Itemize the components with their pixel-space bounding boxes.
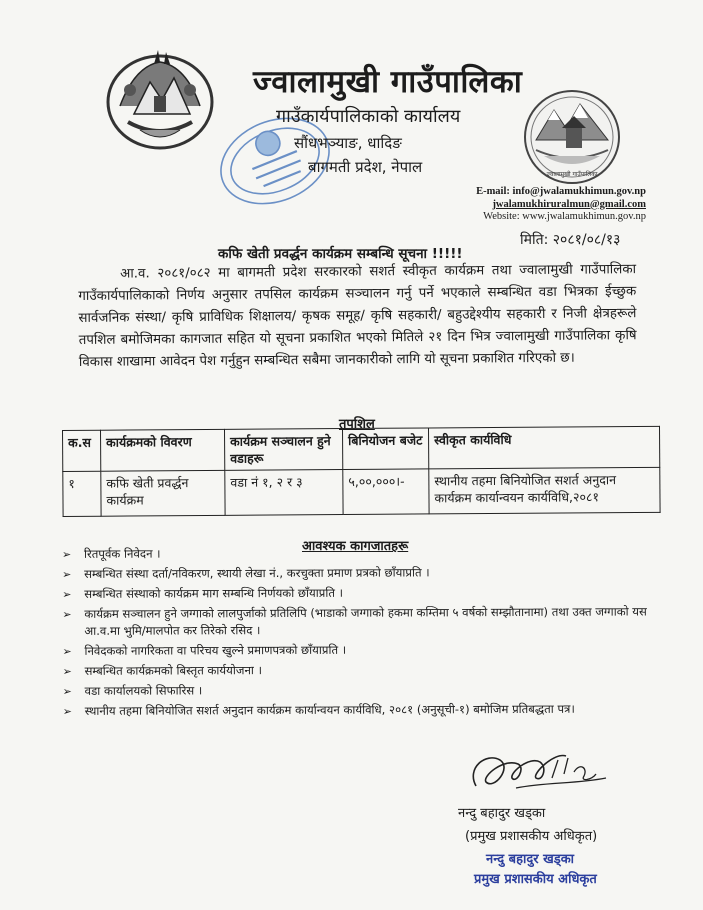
table-title: तपशिल	[339, 417, 375, 432]
bullet-arrow-icon: ➢	[62, 704, 72, 718]
cell-wards: वडा नं १, २ र ३	[225, 470, 343, 516]
website-text: Website: www.jwalamukhimun.gov.np	[483, 211, 646, 222]
gmail-text: jwalamukhiruralmun@gmail.com	[492, 198, 646, 210]
municipality-name: ज्वालामुखी गाउँपालिका	[253, 64, 523, 100]
office-address: सौंधभञ्याङ, धादिङ	[294, 134, 402, 152]
bullet-arrow-icon: ➢	[62, 567, 72, 581]
bullet-arrow-icon: ➢	[62, 587, 72, 601]
table-row	[63, 467, 660, 516]
list-item: ➢ वडा कार्यालयको सिफारिस ।	[62, 683, 203, 698]
list-item: ➢ निवेदकको नागरिकता वा परिचय खुल्ने प्रमाणपत्रको छाँयाप्रति ।	[62, 642, 347, 658]
signatory-stamp-name: नन्दु बहादुर खड्का	[486, 852, 575, 867]
bullet-arrow-icon: ➢	[62, 644, 72, 658]
bullet-arrow-icon: ➢	[62, 607, 72, 621]
notice-heading: कफि खेती प्रवर्द्धन कार्यक्रम सम्बन्धि सूचना !!!!!	[218, 246, 463, 262]
cell-description: कफि खेती प्रवर्द्धन कार्यक्रम	[101, 470, 225, 516]
bullet-arrow-icon: ➢	[62, 684, 72, 698]
header-procedure: स्वीकृत कार्यविधि	[428, 426, 659, 469]
list-item: ➢ सम्बन्धित संस्था दर्ता/नविकरण, स्थायी लेखा नं., करचुक्ता प्रमाण प्रत्रको छाँयाप्रति ।	[62, 565, 430, 581]
header-budget: बिनियोजन बजेट	[342, 428, 428, 470]
office-name: गाउँकार्यपालिकाको कार्यालय	[276, 106, 461, 127]
list-item: ➢ रितपूर्वक निवेदन ।	[62, 546, 161, 561]
program-table	[62, 426, 661, 517]
list-item: ➢ स्थानीय तहमा बिनियोजित सशर्त अनुदान कार्यक्रम कार्यान्वयन कार्यविधि, २०८१ (अनुसूची-१) बमोजिम प्रतिबद्धता पत्र।	[62, 701, 575, 718]
list-item: ➢ सम्बन्धित संस्थाको कार्यक्रम माग सम्बन्धि निर्णयको छाँयाप्रति ।	[62, 585, 344, 601]
office-province: बागमती प्रदेश, नेपाल	[308, 158, 423, 176]
handwritten-signature-icon	[456, 738, 624, 808]
signatory-title: (प्रमुख प्रशासकीय अधिकृत)	[465, 829, 598, 844]
signatory-stamp-title: प्रमुख प्रशासकीय अधिकृत	[474, 872, 597, 887]
header-description: कार्यक्रमको विवरण	[101, 429, 225, 471]
bullet-arrow-icon: ➢	[62, 547, 72, 561]
documents-title: आवश्यक कागजातहरू	[302, 539, 409, 554]
list-item: ➢ कार्यक्रम सञ्चालन हुने जग्गाको लालपुर्जाको प्रतिलिपि (भाडाको जग्गाको हकमा कम्तिमा ५ वर्षको सम्झौतानामा) तथा उक्त जग्गाको यस आ.व.मा भुमि/मालपोत कर तिरेको रसिद ।	[62, 604, 647, 638]
cell-serial: १	[63, 471, 101, 516]
municipality-logo-icon	[522, 88, 622, 186]
notice-body: आ.व. २०८१/०८२ मा बागमती प्रदेश सरकारको सशर्त स्वीकृत कार्यक्रम तथा ज्वालामुखी गाउँपालिका गाउँकार्यपालिकाको निर्णय अनुसार तपसिल कार्यक्रम सञ्चालन गर्नु पर्ने भएकाले सम्बन्धित वडा भित्रका ईच्छुक सार्वजनिक संस्था/ कृषि प्राविधिक शिक्षालय/ कृषक समूह/ कृषि सहकारी/ बहुउद्देश्यीय सहकारी र निजी क्षेत्रहरूले तपशिल बमोजिमका कागजात सहित यो सूचना प्रकाशित भएको मितिले २१ दिन भित्र ज्वालामुखी गाउँपालिका कृषि विकास शाखामा आवेदन पेश गर्नुहुन सम्बन्धित सबैमा जानकारीको लागि यो सूचना प्रकाशित गरिएको छ।	[78, 262, 637, 370]
contact-block	[446, 186, 646, 224]
cell-budget: ५,००,०००।-	[343, 469, 429, 515]
table-header-row	[63, 426, 660, 471]
header-serial: क.स	[63, 430, 101, 471]
nepal-emblem-icon	[100, 44, 220, 154]
svg-text:ज्वालामुखी गाउँपालिका: ज्वालामुखी गाउँपालिका	[546, 171, 598, 178]
list-item: ➢ सम्बन्धित कार्यक्रमको बिस्तृत कार्ययोजना ।	[62, 663, 263, 678]
documents-list	[60, 543, 651, 723]
signatory-name: नन्दु बहादुर खड्का	[458, 806, 546, 821]
notice-date: मिति: २०८१/०८/१३	[520, 232, 621, 248]
email-text: E-mail: info@jwalamukhimun.gov.np	[476, 186, 646, 197]
cell-procedure: स्थानीय तहमा बिनियोजित सशर्त अनुदान कार्यक्रम कार्यान्वयन कार्यविधि,२०८१	[429, 467, 660, 514]
header-wards: कार्यक्रम सञ्चालन हुने वडाहरू	[224, 429, 342, 471]
bullet-arrow-icon: ➢	[62, 664, 72, 678]
